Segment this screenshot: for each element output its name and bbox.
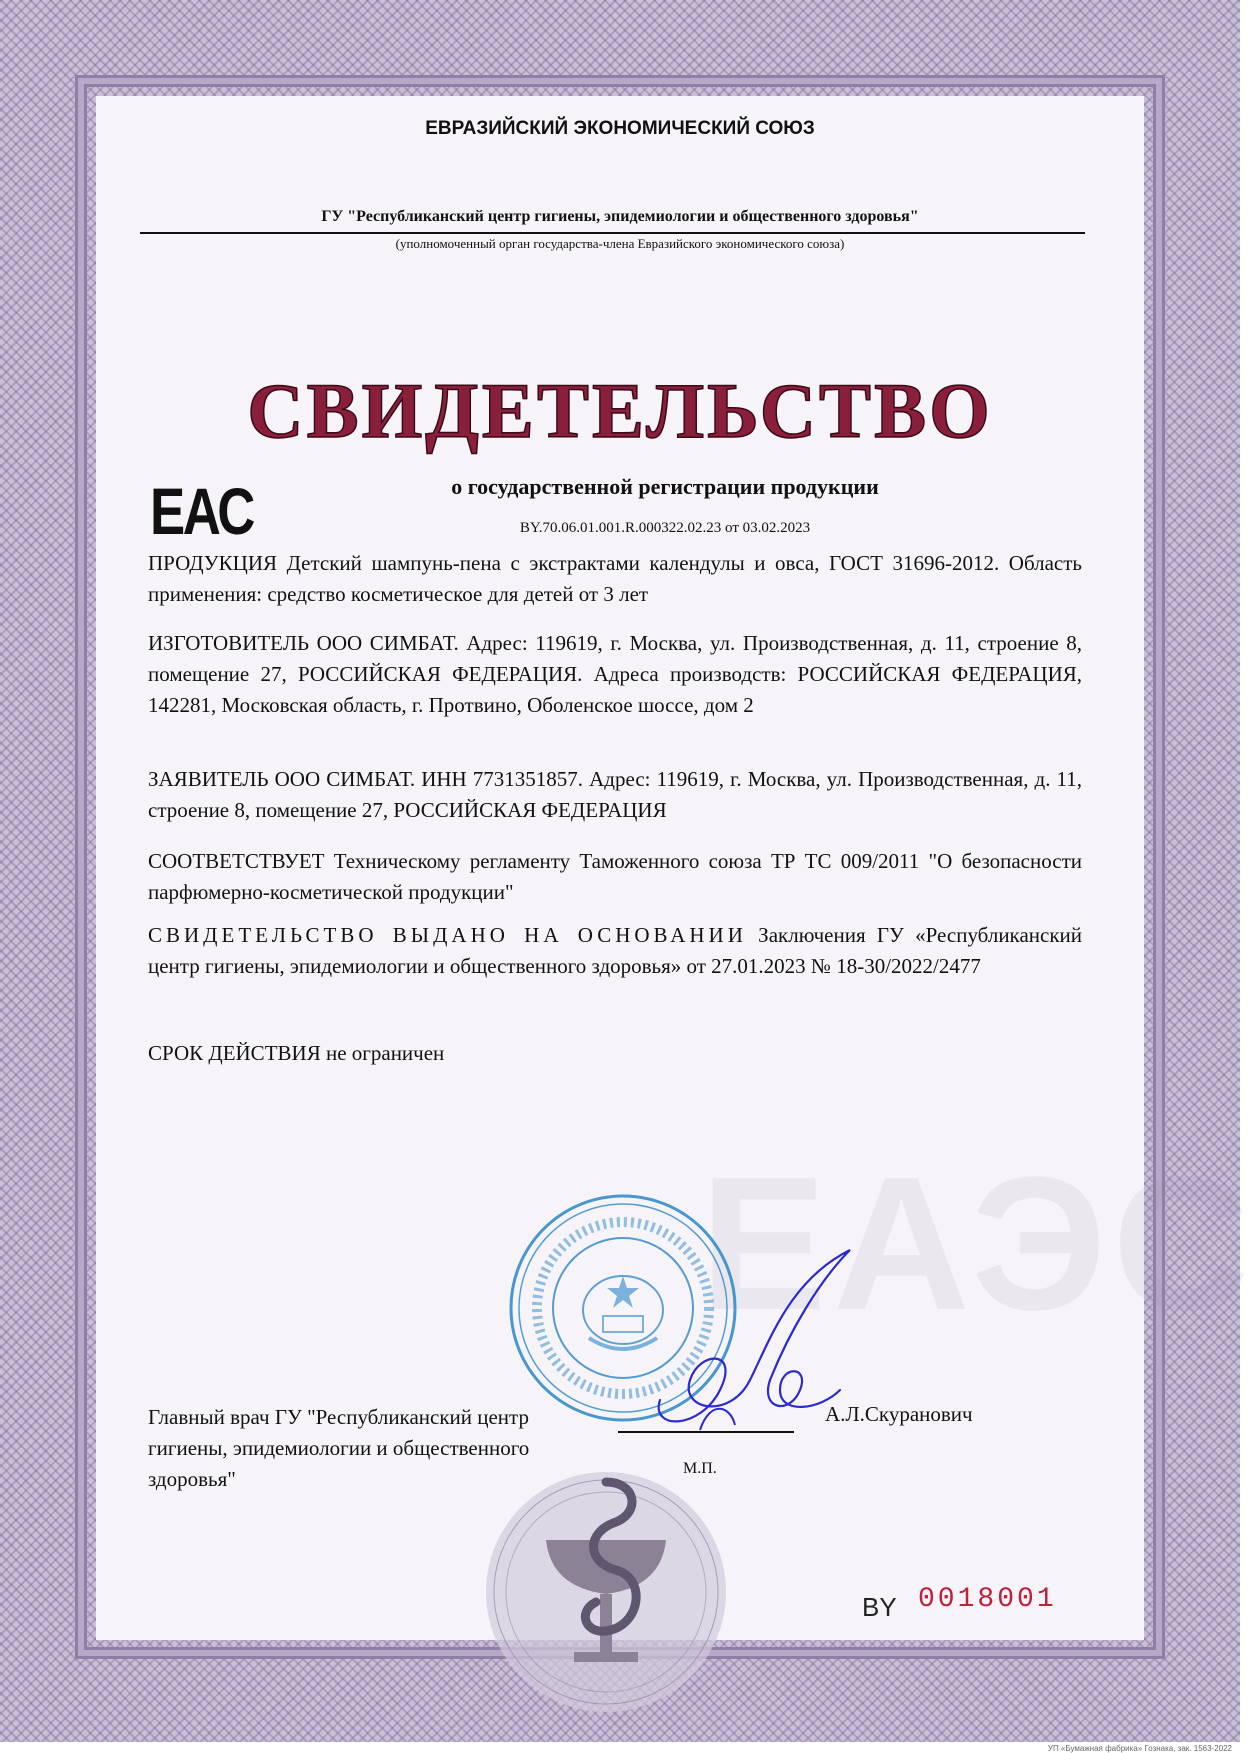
product-text: Детский шампунь-пена с экстрактами календулы и овса, ГОСТ 31696-2012. Область применения: средство косметическое для детей от 3 лет xyxy=(148,551,1082,606)
manufacturer-label: ИЗГОТОВИТЕЛЬ xyxy=(148,631,310,655)
certificate-subtitle: о государственной регистрации продукции xyxy=(451,474,879,499)
serial-number: 0018001 xyxy=(918,1584,1057,1615)
signatory-position: Главный врач ГУ "Республиканский центр гигиены, эпидемиологии и общественного здоровья" xyxy=(148,1405,530,1491)
conformity-text: Техническому регламенту Таможенного союза ТР ТС 009/2011 "О безопасности парфюмерно-косметической продукции" xyxy=(148,849,1082,904)
validity-section xyxy=(148,1038,1082,1069)
issuing-organization: ГУ "Республиканский центр гигиены, эпидемиологии и общественного здоровья" xyxy=(321,208,919,225)
signature-line xyxy=(618,1431,794,1433)
union-heading: ЕВРАЗИЙСКИЙ ЭКОНОМИЧЕСКИЙ СОЮЗ xyxy=(425,118,815,139)
manufacturer-text: ООО СИМБАТ. Адрес: 119619, г. Москва, ул. Производственная, д. 11, строение 8, помещение 27, РОССИЙСКАЯ ФЕДЕРАЦИЯ. Адреса производств: РОССИЙСКАЯ ФЕДЕРАЦИЯ, 142281, Московская область, г. Протвино, Оболенское шоссе, дом 2 xyxy=(148,631,1083,717)
applicant-label: ЗАЯВИТЕЛЬ xyxy=(148,767,269,791)
product-label: ПРОДУКЦИЯ xyxy=(148,551,278,575)
organization-underline xyxy=(140,232,1085,234)
serial-prefix: BY xyxy=(862,1592,897,1622)
signatory-name: А.Л.Скуранович xyxy=(825,1402,973,1426)
conformity-label: СООТВЕТСТВУЕТ xyxy=(148,849,325,873)
organization-note: (уполномоченный орган государства-члена Евразийского экономического союза) xyxy=(395,236,845,251)
manufacturer-section xyxy=(148,628,1082,721)
product-section xyxy=(148,548,1082,610)
registration-number: BY.70.06.01.001.R.000322.02.23 от 03.02.2023 xyxy=(519,520,811,536)
validity-label: СРОК ДЕЙСТВИЯ xyxy=(148,1041,321,1065)
applicant-text: ООО СИМБАТ. ИНН 7731351857. Адрес: 119619, г. Москва, ул. Производственная, д. 11, строение 8, помещение 27, РОССИЙСКАЯ ФЕДЕРАЦИЯ xyxy=(148,767,1083,822)
validity-text: не ограничен xyxy=(325,1041,445,1065)
basis-section xyxy=(148,920,1082,982)
watermark: ЕАЭС xyxy=(700,1138,1256,1350)
basis-text: Заключения ГУ «Республиканский центр гигиены, эпидемиологии и общественного здоровья» от 27.01.2023 № 18-30/2022/2477 xyxy=(148,923,1083,978)
title-text: СВИДЕТЕЛЬСТВО xyxy=(247,367,993,454)
eac-logo-text: ЕАС xyxy=(150,474,253,549)
basis-label: СВИДЕТЕЛЬСТВО ВЫДАНО НА ОСНОВАНИИ xyxy=(148,923,747,947)
certificate-title xyxy=(247,365,993,455)
seal-mark: М.П. xyxy=(683,1460,717,1477)
applicant-section xyxy=(148,764,1082,826)
conformity-section xyxy=(148,846,1082,908)
printer-note: УП «Бумажная фабрика» Гознака, зак. 1563-2022 xyxy=(1047,1744,1232,1753)
medical-emblem-icon xyxy=(476,1452,736,1682)
